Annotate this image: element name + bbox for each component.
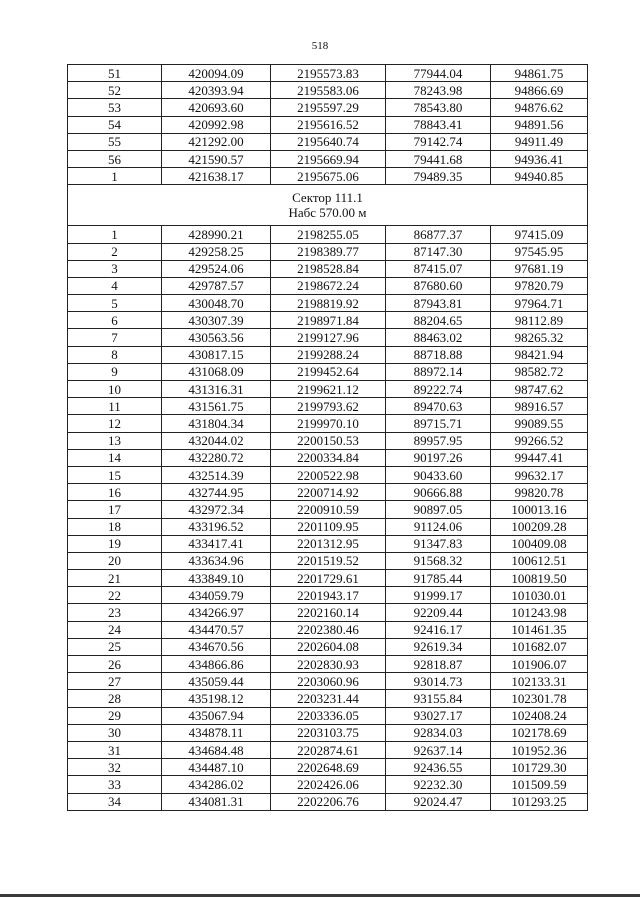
x-coordinate-cell: 434470.57 — [162, 621, 271, 638]
point-number-cell: 56 — [68, 150, 162, 167]
point-number-cell: 11 — [68, 398, 162, 415]
y-local-cell: 101952.36 — [491, 741, 588, 758]
point-number-cell: 18 — [68, 518, 162, 535]
x-coordinate-cell: 421590.57 — [162, 150, 271, 167]
table-row — [68, 398, 588, 415]
x-local-cell: 92619.34 — [386, 638, 491, 655]
x-coordinate-cell: 432744.95 — [162, 484, 271, 501]
x-local-cell: 90197.26 — [386, 449, 491, 466]
x-coordinate-cell: 433634.96 — [162, 552, 271, 569]
table-row — [68, 707, 588, 724]
y-local-cell: 101030.01 — [491, 587, 588, 604]
table-row — [68, 99, 588, 116]
table-row — [68, 116, 588, 133]
point-number-cell: 34 — [68, 793, 162, 810]
x-local-cell: 91347.83 — [386, 535, 491, 552]
point-number-cell: 20 — [68, 552, 162, 569]
point-number-cell: 52 — [68, 82, 162, 99]
table-row — [68, 150, 588, 167]
table-row — [68, 168, 588, 185]
x-coordinate-cell: 429524.06 — [162, 260, 271, 277]
table-row — [68, 759, 588, 776]
x-coordinate-cell: 433417.41 — [162, 535, 271, 552]
x-local-cell: 79142.74 — [386, 133, 491, 150]
x-coordinate-cell: 429787.57 — [162, 277, 271, 294]
y-local-cell: 94866.69 — [491, 82, 588, 99]
y-local-cell: 98265.32 — [491, 329, 588, 346]
x-coordinate-cell: 429258.25 — [162, 243, 271, 260]
point-number-cell: 9 — [68, 363, 162, 380]
y-coordinate-cell: 2198819.92 — [271, 295, 386, 312]
x-local-cell: 87680.60 — [386, 277, 491, 294]
x-local-cell: 93155.84 — [386, 690, 491, 707]
y-coordinate-cell: 2203231.44 — [271, 690, 386, 707]
y-local-cell: 101509.59 — [491, 776, 588, 793]
point-number-cell: 31 — [68, 741, 162, 758]
x-coordinate-cell: 430048.70 — [162, 295, 271, 312]
point-number-cell: 29 — [68, 707, 162, 724]
x-coordinate-cell: 428990.21 — [162, 226, 271, 243]
y-coordinate-cell: 2199452.64 — [271, 363, 386, 380]
y-local-cell: 100819.50 — [491, 570, 588, 587]
y-coordinate-cell: 2201312.95 — [271, 535, 386, 552]
point-number-cell: 51 — [68, 65, 162, 82]
table-row — [68, 724, 588, 741]
point-number-cell: 54 — [68, 116, 162, 133]
table-row — [68, 518, 588, 535]
x-local-cell: 91124.06 — [386, 518, 491, 535]
x-local-cell: 93014.73 — [386, 673, 491, 690]
y-local-cell: 97964.71 — [491, 295, 588, 312]
y-coordinate-cell: 2201109.95 — [271, 518, 386, 535]
x-coordinate-cell: 435059.44 — [162, 673, 271, 690]
y-local-cell: 94861.75 — [491, 65, 588, 82]
y-local-cell: 97545.95 — [491, 243, 588, 260]
page-number: 518 — [311, 40, 329, 52]
table-row — [68, 243, 588, 260]
x-local-cell: 88972.14 — [386, 363, 491, 380]
x-local-cell: 79489.35 — [386, 168, 491, 185]
y-coordinate-cell: 2195597.29 — [271, 99, 386, 116]
table-row — [68, 466, 588, 483]
y-coordinate-cell: 2202874.61 — [271, 741, 386, 758]
x-coordinate-cell: 430307.39 — [162, 312, 271, 329]
table-row — [68, 329, 588, 346]
point-number-cell: 7 — [68, 329, 162, 346]
y-coordinate-cell: 2202160.14 — [271, 604, 386, 621]
section-height: Набс 570.00 м — [288, 205, 367, 221]
x-local-cell: 78543.80 — [386, 99, 491, 116]
y-local-cell: 100209.28 — [491, 518, 588, 535]
y-local-cell: 100409.08 — [491, 535, 588, 552]
table-row — [68, 604, 588, 621]
x-local-cell: 79441.68 — [386, 150, 491, 167]
y-local-cell: 102408.24 — [491, 707, 588, 724]
point-number-cell: 24 — [68, 621, 162, 638]
x-coordinate-cell: 420693.60 — [162, 99, 271, 116]
y-local-cell: 100612.51 — [491, 552, 588, 569]
y-local-cell: 99266.52 — [491, 432, 588, 449]
y-coordinate-cell: 2201943.17 — [271, 587, 386, 604]
y-coordinate-cell: 2202830.93 — [271, 656, 386, 673]
y-local-cell: 101729.30 — [491, 759, 588, 776]
point-number-cell: 5 — [68, 295, 162, 312]
y-local-cell: 102178.69 — [491, 724, 588, 741]
coordinates-table — [67, 64, 588, 811]
x-local-cell: 92637.14 — [386, 741, 491, 758]
x-local-cell: 90666.88 — [386, 484, 491, 501]
table-row — [68, 312, 588, 329]
y-local-cell: 97415.09 — [491, 226, 588, 243]
x-local-cell: 92416.17 — [386, 621, 491, 638]
x-coordinate-cell: 433196.52 — [162, 518, 271, 535]
y-coordinate-cell: 2198389.77 — [271, 243, 386, 260]
rows-after-section — [68, 226, 588, 810]
x-coordinate-cell: 432044.02 — [162, 432, 271, 449]
point-number-cell: 10 — [68, 381, 162, 398]
table-row — [68, 741, 588, 758]
y-local-cell: 97820.79 — [491, 277, 588, 294]
point-number-cell: 28 — [68, 690, 162, 707]
x-coordinate-cell: 433849.10 — [162, 570, 271, 587]
point-number-cell: 55 — [68, 133, 162, 150]
x-local-cell: 90433.60 — [386, 466, 491, 483]
point-number-cell: 8 — [68, 346, 162, 363]
x-coordinate-cell: 420992.98 — [162, 116, 271, 133]
table-row — [68, 673, 588, 690]
y-coordinate-cell: 2195616.52 — [271, 116, 386, 133]
x-local-cell: 86877.37 — [386, 226, 491, 243]
x-coordinate-cell: 431068.09 — [162, 363, 271, 380]
table-row — [68, 65, 588, 82]
y-coordinate-cell: 2202426.06 — [271, 776, 386, 793]
x-local-cell: 88204.65 — [386, 312, 491, 329]
x-coordinate-cell: 434081.31 — [162, 793, 271, 810]
point-number-cell: 1 — [68, 226, 162, 243]
x-coordinate-cell: 431804.34 — [162, 415, 271, 432]
table-row — [68, 346, 588, 363]
y-coordinate-cell: 2195573.83 — [271, 65, 386, 82]
point-number-cell: 4 — [68, 277, 162, 294]
x-coordinate-cell: 430817.15 — [162, 346, 271, 363]
y-coordinate-cell: 2202206.76 — [271, 793, 386, 810]
x-local-cell: 93027.17 — [386, 707, 491, 724]
y-coordinate-cell: 2200150.53 — [271, 432, 386, 449]
y-coordinate-cell: 2199127.96 — [271, 329, 386, 346]
y-local-cell: 98582.72 — [491, 363, 588, 380]
y-local-cell: 94936.41 — [491, 150, 588, 167]
x-coordinate-cell: 434487.10 — [162, 759, 271, 776]
table-row — [68, 277, 588, 294]
x-coordinate-cell: 432280.72 — [162, 449, 271, 466]
x-local-cell: 89957.95 — [386, 432, 491, 449]
point-number-cell: 19 — [68, 535, 162, 552]
x-local-cell: 87415.07 — [386, 260, 491, 277]
point-number-cell: 25 — [68, 638, 162, 655]
point-number-cell: 12 — [68, 415, 162, 432]
y-coordinate-cell: 2203103.75 — [271, 724, 386, 741]
x-coordinate-cell: 430563.56 — [162, 329, 271, 346]
table-row — [68, 133, 588, 150]
point-number-cell: 17 — [68, 501, 162, 518]
y-coordinate-cell: 2203060.96 — [271, 673, 386, 690]
table-row — [68, 484, 588, 501]
y-coordinate-cell: 2199621.12 — [271, 381, 386, 398]
point-number-cell: 33 — [68, 776, 162, 793]
y-coordinate-cell: 2202648.69 — [271, 759, 386, 776]
y-coordinate-cell: 2202380.46 — [271, 621, 386, 638]
x-local-cell: 78243.98 — [386, 82, 491, 99]
point-number-cell: 1 — [68, 168, 162, 185]
y-local-cell: 101906.07 — [491, 656, 588, 673]
table-row — [68, 432, 588, 449]
y-local-cell: 98421.94 — [491, 346, 588, 363]
y-coordinate-cell: 2200334.84 — [271, 449, 386, 466]
x-coordinate-cell: 434866.86 — [162, 656, 271, 673]
x-local-cell: 89715.71 — [386, 415, 491, 432]
x-coordinate-cell: 432514.39 — [162, 466, 271, 483]
table-row — [68, 552, 588, 569]
x-local-cell: 77944.04 — [386, 65, 491, 82]
y-local-cell: 101243.98 — [491, 604, 588, 621]
x-coordinate-cell: 420094.09 — [162, 65, 271, 82]
y-coordinate-cell: 2200714.92 — [271, 484, 386, 501]
table-row — [68, 690, 588, 707]
y-local-cell: 94891.56 — [491, 116, 588, 133]
point-number-cell: 23 — [68, 604, 162, 621]
point-number-cell: 27 — [68, 673, 162, 690]
table-row — [68, 381, 588, 398]
point-number-cell: 30 — [68, 724, 162, 741]
x-local-cell: 87147.30 — [386, 243, 491, 260]
x-local-cell: 91785.44 — [386, 570, 491, 587]
x-local-cell: 78843.41 — [386, 116, 491, 133]
table-row — [68, 587, 588, 604]
y-local-cell: 99089.55 — [491, 415, 588, 432]
x-local-cell: 91568.32 — [386, 552, 491, 569]
y-coordinate-cell: 2198255.05 — [271, 226, 386, 243]
x-local-cell: 89470.63 — [386, 398, 491, 415]
point-number-cell: 14 — [68, 449, 162, 466]
point-number-cell: 21 — [68, 570, 162, 587]
x-local-cell: 92232.30 — [386, 776, 491, 793]
y-coordinate-cell: 2199970.10 — [271, 415, 386, 432]
y-coordinate-cell: 2199288.24 — [271, 346, 386, 363]
rows-before-section — [68, 65, 588, 185]
x-coordinate-cell: 435067.94 — [162, 707, 271, 724]
y-local-cell: 100013.16 — [491, 501, 588, 518]
x-coordinate-cell: 421638.17 — [162, 168, 271, 185]
y-coordinate-cell: 2200910.59 — [271, 501, 386, 518]
x-coordinate-cell: 434059.79 — [162, 587, 271, 604]
x-coordinate-cell: 431561.75 — [162, 398, 271, 415]
table-row — [68, 449, 588, 466]
y-local-cell: 102301.78 — [491, 690, 588, 707]
y-local-cell: 99447.41 — [491, 449, 588, 466]
x-local-cell: 87943.81 — [386, 295, 491, 312]
x-coordinate-cell: 432972.34 — [162, 501, 271, 518]
y-coordinate-cell: 2201729.61 — [271, 570, 386, 587]
x-coordinate-cell: 421292.00 — [162, 133, 271, 150]
table-row — [68, 226, 588, 243]
point-number-cell: 22 — [68, 587, 162, 604]
y-local-cell: 98747.62 — [491, 381, 588, 398]
x-local-cell: 92024.47 — [386, 793, 491, 810]
x-coordinate-cell: 434670.56 — [162, 638, 271, 655]
x-local-cell: 90897.05 — [386, 501, 491, 518]
table-row — [68, 776, 588, 793]
y-coordinate-cell: 2198672.24 — [271, 277, 386, 294]
x-coordinate-cell: 434266.97 — [162, 604, 271, 621]
table-row — [68, 793, 588, 810]
table-row — [68, 82, 588, 99]
table-row — [68, 415, 588, 432]
x-coordinate-cell: 435198.12 — [162, 690, 271, 707]
section-header-group — [68, 185, 588, 226]
y-coordinate-cell: 2198528.84 — [271, 260, 386, 277]
y-local-cell: 101461.35 — [491, 621, 588, 638]
table-row — [68, 570, 588, 587]
y-coordinate-cell: 2202604.08 — [271, 638, 386, 655]
x-coordinate-cell: 420393.94 — [162, 82, 271, 99]
y-local-cell: 94911.49 — [491, 133, 588, 150]
point-number-cell: 2 — [68, 243, 162, 260]
y-coordinate-cell: 2195583.06 — [271, 82, 386, 99]
point-number-cell: 16 — [68, 484, 162, 501]
section-header — [68, 185, 588, 226]
x-coordinate-cell: 434684.48 — [162, 741, 271, 758]
y-local-cell: 102133.31 — [491, 673, 588, 690]
table-row — [68, 295, 588, 312]
x-local-cell: 92436.55 — [386, 759, 491, 776]
x-local-cell: 88463.02 — [386, 329, 491, 346]
y-coordinate-cell: 2199793.62 — [271, 398, 386, 415]
y-coordinate-cell: 2200522.98 — [271, 466, 386, 483]
x-local-cell: 89222.74 — [386, 381, 491, 398]
y-local-cell: 99820.78 — [491, 484, 588, 501]
point-number-cell: 13 — [68, 432, 162, 449]
y-coordinate-cell: 2195675.06 — [271, 168, 386, 185]
y-local-cell: 99632.17 — [491, 466, 588, 483]
x-local-cell: 88718.88 — [386, 346, 491, 363]
point-number-cell: 6 — [68, 312, 162, 329]
y-local-cell: 101682.07 — [491, 638, 588, 655]
y-local-cell: 94876.62 — [491, 99, 588, 116]
point-number-cell: 32 — [68, 759, 162, 776]
section-title: Сектор 111.1 — [292, 190, 363, 206]
y-coordinate-cell: 2201519.52 — [271, 552, 386, 569]
x-coordinate-cell: 431316.31 — [162, 381, 271, 398]
point-number-cell: 26 — [68, 656, 162, 673]
table-row — [68, 535, 588, 552]
point-number-cell: 15 — [68, 466, 162, 483]
y-coordinate-cell: 2195669.94 — [271, 150, 386, 167]
table-row — [68, 363, 588, 380]
y-local-cell: 98112.89 — [491, 312, 588, 329]
table-row — [68, 638, 588, 655]
table-row — [68, 260, 588, 277]
y-coordinate-cell: 2203336.05 — [271, 707, 386, 724]
x-local-cell: 92209.44 — [386, 604, 491, 621]
table-row — [68, 621, 588, 638]
point-number-cell: 3 — [68, 260, 162, 277]
y-coordinate-cell: 2195640.74 — [271, 133, 386, 150]
y-coordinate-cell: 2198971.84 — [271, 312, 386, 329]
x-coordinate-cell: 434286.02 — [162, 776, 271, 793]
x-coordinate-cell: 434878.11 — [162, 724, 271, 741]
y-local-cell: 94940.85 — [491, 168, 588, 185]
x-local-cell: 91999.17 — [386, 587, 491, 604]
x-local-cell: 92818.87 — [386, 656, 491, 673]
table-row — [68, 501, 588, 518]
table-row — [68, 656, 588, 673]
y-local-cell: 97681.19 — [491, 260, 588, 277]
y-local-cell: 101293.25 — [491, 793, 588, 810]
y-local-cell: 98916.57 — [491, 398, 588, 415]
section-header-row — [68, 185, 588, 226]
x-local-cell: 92834.03 — [386, 724, 491, 741]
point-number-cell: 53 — [68, 99, 162, 116]
